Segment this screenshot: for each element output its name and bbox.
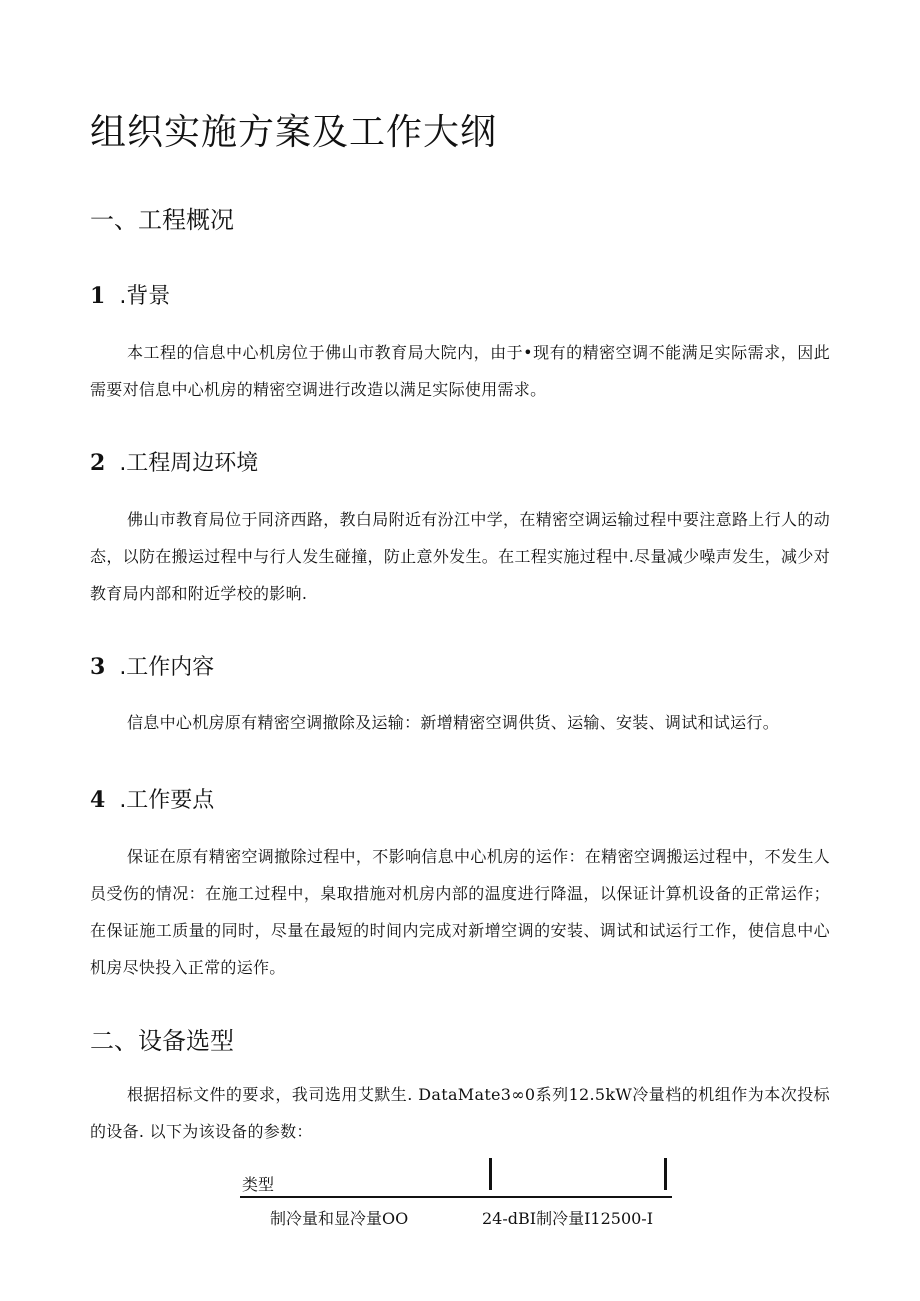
subsection-heading-background [90,279,170,310]
paragraph-work-content: 信息中心机房原有精密空调撤除及运输：新增精密空调供货、运输、安装、调试和试运行。 [127,713,780,732]
table-column-divider [664,1158,667,1190]
subsection-title: .工作内容 [119,655,215,680]
subsection-number: 4 [90,787,106,813]
paragraph-background: 本工程的信息中心机房位于佛山市教育局大院内，由于•现有的精密空调不能满足实际需求，因此需要对信息中心机房的精密空调进行改造以满足实际使用需求。 [90,343,830,399]
table-header-cell: 类型 [242,1175,275,1194]
table-column-divider [489,1158,492,1190]
table-cell: 制冷量和显冷量OO [270,1209,409,1228]
subsection-title: .背景 [119,284,171,309]
document-title: 组织实施方案及工作大纲 [90,112,498,153]
paragraph-key-points: 保证在原有精密空调撤除过程中，不影响信息中心机房的运作：在精密空调搬运过程中，不发生人员受伤的情况：在施工过程中，臬取措施对机房内部的温度进行降温，以保证计算机设备的正常运作；在保证施工质量的同时，尽量在最短的时间内完成对新增空调的安装、调试和试运行工作，使信息中心机房尽快投入正常的运作。 [90,847,830,977]
table-cell: 24-dBI制冷量I12500-I [482,1209,654,1228]
paragraph-environment: 佛山市教育局位于同济西路，教白局附近有汾江中学，在精密空调运输过程中要注意路上行人的动态，以防在搬运过程中与行人发生碰撞，防止意外发生。在工程实施过程中.尽量减少噪声发生，减少对教育局内部和附近学校的影晌. [90,510,830,603]
section-heading-overview: 一、工程概况 [90,206,234,234]
subsection-number: 3 [90,654,106,680]
subsection-title: .工作要点 [119,788,215,813]
section-heading-equipment: 二、设备选型 [90,1027,234,1055]
subsection-title: .工程周边环境 [119,451,259,476]
subsection-heading-key-points [90,783,214,814]
subsection-heading-work-content [90,650,214,681]
subsection-heading-environment [90,446,258,477]
parameter-table [240,1158,672,1234]
table-row [240,1198,672,1234]
table-header-row [240,1158,672,1198]
subsection-number: 2 [90,450,106,476]
subsection-number: 1 [90,283,106,309]
paragraph-equipment: 根据招标文件的要求，我司选用艾默生. DataMate3∞0系列12.5kW冷量档的机组作为本次投标的设备. 以下为该设备的参数： [90,1085,830,1141]
